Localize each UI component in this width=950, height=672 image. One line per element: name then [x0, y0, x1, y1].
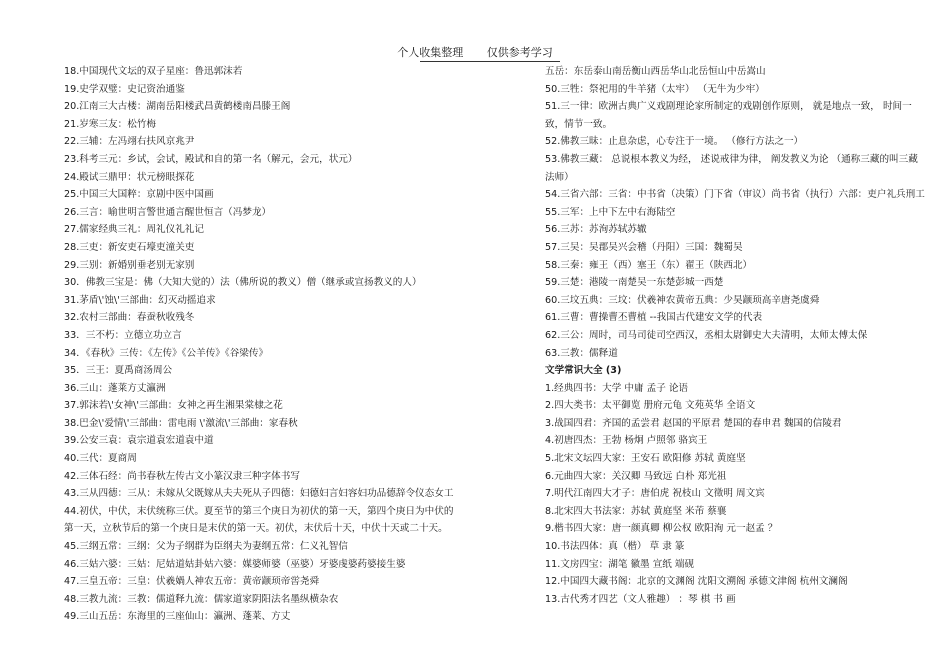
list-item: 8.北宋四大书法家：苏轼 黄庭坚 米芾 蔡襄: [545, 505, 727, 517]
list-item: 37.郭沫若\'女神\'三部曲：女神之再生湘果棠棣之花: [64, 400, 283, 412]
list-item: 19.史学双璧：史记资治通鉴: [64, 83, 185, 95]
list-item: 44.初伏，中伏，末伏统称三伏。夏至节的第三个庚日为初伏的第一天，第四个庚日为中伏的第一天，立秋节后的第一个庚日是末伏的第一天。初伏，末伏后十天，中伏十天或二十天。: [64, 505, 454, 535]
list-item: 12.中国四大藏书阁：北京的文渊阁 沈阳文溯阁 承德文津阁 杭州文澜阁: [545, 576, 848, 588]
list-item: 3.战国四君：齐国的孟尝君 赵国的平原君 楚国的春申君 魏国的信陵君: [545, 417, 842, 429]
list-item: 24.殿试三鼎甲：状元榜眼探花: [64, 171, 195, 183]
list-item: 35．三王：夏禹商汤周公: [64, 365, 173, 377]
list-item: 43.三从四德：三从：未嫁从父既嫁从夫夫死从子四德：妇德妇言妇容妇功品德辞令仪态女工: [64, 488, 454, 500]
list-item: 36.三山：蓬莱方丈瀛洲: [64, 382, 166, 394]
list-item: 39.公安三袁：袁宗道袁宏道袁中道: [64, 435, 214, 447]
list-item: 11.文房四宝：湖笔 徽墨 宣纸 端砚: [545, 558, 695, 570]
header-right-text: 仅供参考学习: [486, 46, 553, 59]
list-item: 4.初唐四杰：王勃 杨炯 卢照邻 骆宾王: [545, 435, 708, 447]
list-item: 26.三言：喻世明言警世通言醒世恒言（冯梦龙）: [64, 206, 272, 218]
list-item: 1.经典四书：大学 中庸 孟子 论语: [545, 382, 689, 394]
list-item: 59.三楚：港陵一南楚吴一东楚彭城一西楚: [545, 277, 724, 289]
list-item: 29.三别：新婚别垂老别无家别: [64, 259, 195, 271]
list-item: 46.三姑六婆：三姑：尼姑道姑卦姑六婆：媒婆师婆（巫婆）牙婆虔婆药婆接生婆: [64, 558, 406, 570]
list-item: 38.巴金\'爱情\'三部曲：雷电雨 \'激流\'三部曲：家春秋: [64, 417, 298, 429]
list-item: 60.三坟五典：三坟：伏羲神农黄帝五典：少昊颛顼高辛唐尧虞舜: [545, 294, 820, 306]
list-item: 30．佛教三宝是：佛（大知大觉的）法（佛所说的教义）僧（继承或宣扬教义的人）: [64, 277, 422, 289]
list-item: 20.江南三大古楼：湖南岳阳楼武昌黄鹤楼南昌滕王阁: [64, 101, 291, 113]
list-item: 21.岁寒三友：松竹梅: [64, 118, 157, 130]
list-item: 50.三牲：祭祀用的牛羊猪（太牢） （无牛为少牢）: [545, 83, 765, 95]
section-title: 文学常识大全 (3): [545, 365, 622, 377]
list-item: 55.三军：上中下左中右海陆空: [545, 206, 676, 218]
list-item: 32.农村三部曲：春蚕秋收残冬: [64, 312, 195, 324]
list-item: 57.三吴：吴郡吴兴会稽（丹阳）三国：魏蜀吴: [545, 241, 743, 253]
list-item: 25.中国三大国粹：京剧中医中国画: [64, 189, 214, 201]
list-item: 40.三代：夏商周: [64, 453, 137, 465]
list-item: 5.北宋文坛四大家：王安石 欧阳修 苏轼 黄庭坚: [545, 453, 746, 465]
list-item: 45.三纲五常：三纲：父为子纲群为臣纲夫为妻纲五常：仁义礼智信: [64, 541, 348, 553]
list-item: 6.元曲四大家：关汉卿 马致远 白朴 郑光祖: [545, 470, 727, 482]
list-item: 27.儒家经典三礼：周礼仪礼礼记: [64, 224, 204, 236]
list-item: 18.中国现代文坛的双子星座：鲁迅郭沫若: [64, 66, 243, 77]
page-header: [0, 46, 950, 60]
list-item: 10.书法四体：真（楷） 草 隶 篆: [545, 541, 685, 553]
list-item: 28.三吏：新安吏石壕吏潼关吏: [64, 241, 195, 253]
list-item: 54.三省六部：三省：中书省（决策）门下省（审议）尚书省（执行）六部：吏户礼兵刑工: [545, 189, 925, 201]
right-column: [545, 63, 925, 608]
list-item: 62.三公：周时，司马司徒司空西汉，丞相太尉御史大夫清明，太师太傅太保: [545, 329, 868, 341]
list-item: 52.佛教三昧：止息杂虑，心专注于一境。 （修行方法之一）: [545, 136, 804, 148]
list-item: 7.明代江南四大才子：唐伯虎 祝枝山 文徵明 周文宾: [545, 488, 765, 500]
list-item: 48.三教九流：三教：儒道释九流：儒家道家阴阳法名墨纵横杂农: [64, 593, 339, 605]
list-item: 58.三秦：雍王（西）塞王（东）翟王（陕西北）: [545, 259, 753, 271]
list-item: 47.三皇五帝：三皇：伏羲媧人神农五帝：黄帝颛顼帝喾尧舜: [64, 576, 320, 588]
list-item: 56.三苏：苏洵苏轼苏辙: [545, 224, 647, 236]
list-item: 33．三不朽：立德立功立言: [64, 329, 182, 341]
list-item: 53.佛教三藏： 总说根本教义为经， 述说戒律为律， 阐发教义为论 （通称三藏的叫三藏法师）: [545, 153, 918, 183]
list-item: 2.四大类书：太平御览 册府元龟 文苑英华 全语文: [545, 400, 756, 412]
left-column: [64, 63, 454, 626]
list-item: 49.三山五岳：东海里的三座仙山：瀛洲、蓬莱、方丈: [64, 611, 291, 623]
list-item: 61.三曹：曹操曹丕曹植 --我国古代建安文学的代表: [545, 312, 763, 324]
list-item: 22.三辅：左冯翊右扶风京兆尹: [64, 136, 195, 148]
header-left-text: 个人收集整理: [397, 46, 464, 59]
list-item: 9.楷书四大家：唐一颜真卿 柳公权 欧阳洵 元一赵孟 ？: [545, 523, 778, 535]
list-item: 31.茅盾\'蚀\'三部曲：幻灭动摇追求: [64, 294, 216, 306]
list-item: 13.古代秀才四艺（文人雅趣） ：琴 棋 书 画: [545, 593, 736, 605]
list-item: 42.三体石经：尚书春秋左传古文小篆汉隶三种字体书写: [64, 470, 300, 482]
list-item: 五岳：东岳泰山南岳衡山西岳华山北岳恒山中岳嵩山: [545, 66, 766, 77]
list-item: 51.三一律：欧洲古典广义戏剧理论家所制定的戏剧创作原则， 就是地点一致， 时间一致，情节一致。: [545, 101, 912, 130]
list-item: 34．《春秋》三传：《左传》《公羊传》《谷梁传》: [64, 347, 269, 359]
header-divider: [420, 61, 560, 62]
list-item: 23.科考三元：乡试，会试，殿试和自的第一名（解元，会元，状元）: [64, 153, 358, 165]
list-item: 63.三教：儒释道: [545, 347, 618, 359]
